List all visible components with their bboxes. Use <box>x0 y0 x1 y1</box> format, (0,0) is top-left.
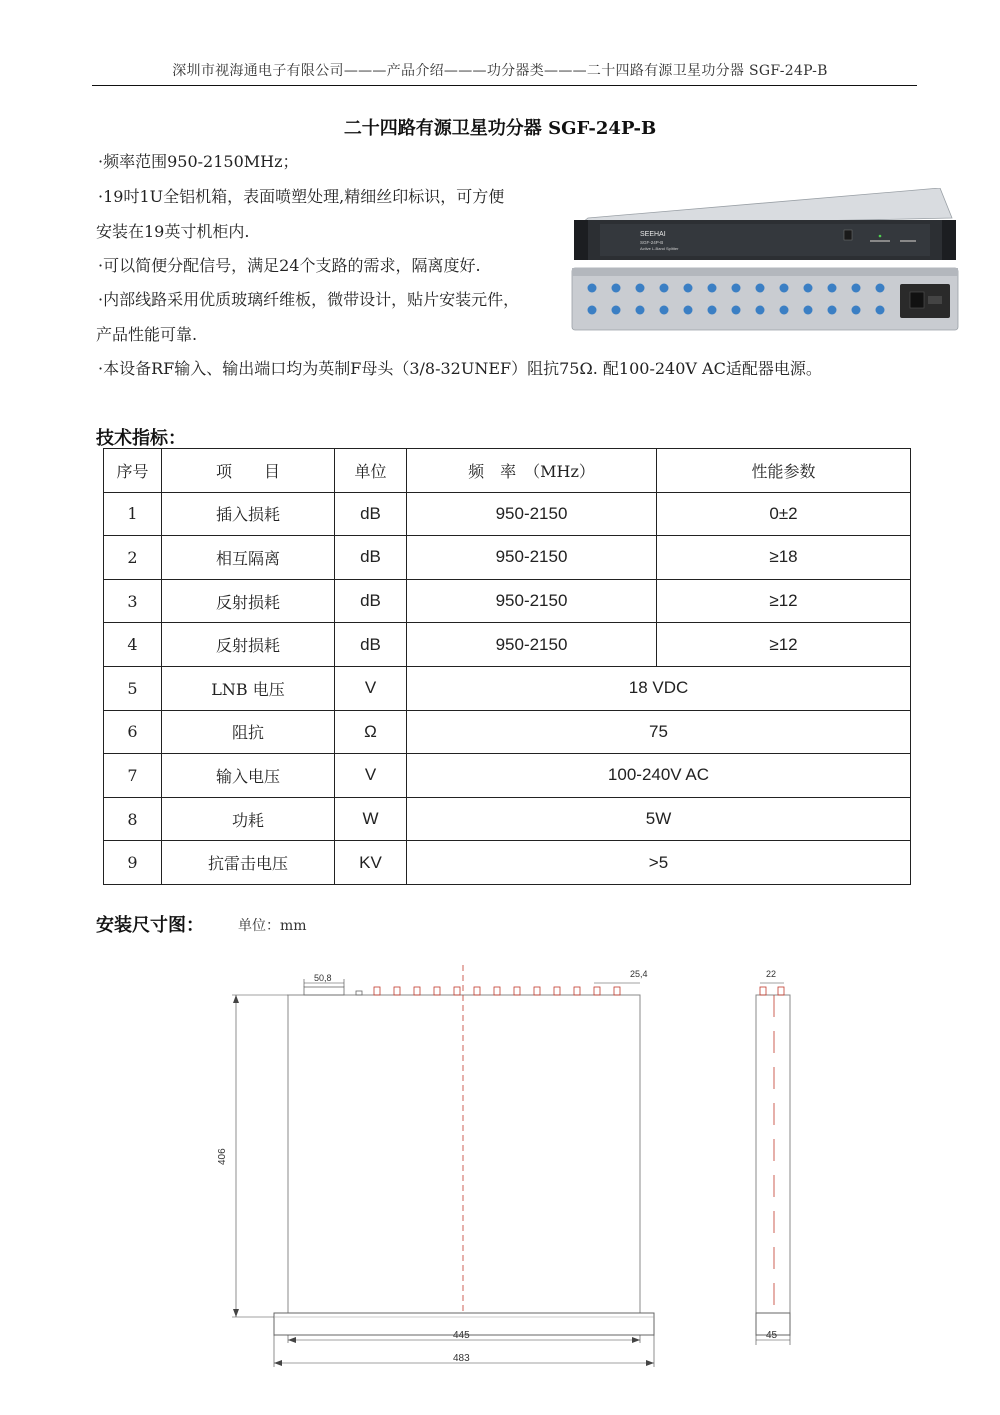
row-item: 反射损耗 <box>162 579 335 623</box>
table-row <box>104 536 911 580</box>
row-unit: Ω <box>335 710 407 754</box>
row-item: 功耗 <box>162 797 335 841</box>
dim-top-left: 50,8 <box>314 973 332 983</box>
row-freq: 950-2150 <box>407 492 657 536</box>
table-row <box>104 841 911 885</box>
column-header: 性能参数 <box>657 449 911 493</box>
row-item: 抗雷击电压 <box>162 841 335 885</box>
feature-line: ·本设备RF输入、输出端口均为英制F母头（3/8-32UNEF）阻抗75Ω. 配100-240V AC适配器电源。 <box>98 359 822 378</box>
feature-line: 安装在19英寸机柜内. <box>96 222 250 241</box>
dim-top-right: 25,4 <box>630 969 648 979</box>
product-photo-illustration <box>570 188 960 333</box>
row-value: ≥12 <box>657 579 911 623</box>
dim-side-top: 22 <box>766 969 777 979</box>
row-unit: dB <box>335 579 407 623</box>
row-value: ≥12 <box>657 623 911 667</box>
table-row <box>104 579 911 623</box>
install-heading: 安装尺寸图： <box>96 915 204 936</box>
row-item: 阻抗 <box>162 710 335 754</box>
photo-subtitle: Active L-Band Splitter <box>640 246 679 251</box>
table-row <box>104 754 911 798</box>
dim-outer-width: 483 <box>453 1353 470 1364</box>
row-item: 插入损耗 <box>162 492 335 536</box>
table-row <box>104 710 911 754</box>
column-header: 单位 <box>335 449 407 493</box>
table-row <box>104 623 911 667</box>
row-number: 6 <box>104 710 162 754</box>
row-merged-value: >5 <box>407 841 911 885</box>
feature-line: ·19吋1U全铝机箱，表面喷塑处理,精细丝印标识，可方便 <box>98 187 505 206</box>
row-number: 1 <box>104 492 162 536</box>
row-item: LNB 电压 <box>162 666 335 710</box>
row-unit: dB <box>335 623 407 667</box>
row-value: ≥18 <box>657 536 911 580</box>
row-freq: 950-2150 <box>407 579 657 623</box>
row-value: 0±2 <box>657 492 911 536</box>
row-freq: 950-2150 <box>407 623 657 667</box>
dim-side-width: 45 <box>766 1330 778 1341</box>
row-number: 4 <box>104 623 162 667</box>
spec-heading: 技术指标： <box>96 428 186 449</box>
column-header: 序号 <box>104 449 162 493</box>
install-unit: 单位：mm <box>238 918 307 934</box>
product-title: 二十四路有源卫星功分器 SGF-24P-B <box>343 118 657 139</box>
row-unit: V <box>335 666 407 710</box>
column-header: 项 目 <box>162 449 335 493</box>
feature-line: ·内部线路采用优质玻璃纤维板，微带设计，贴片安装元件， <box>98 290 520 309</box>
power-socket-icon <box>900 284 950 318</box>
photo-model: SGF-24P-B <box>640 240 664 245</box>
page-header: 深圳市视海通电子有限公司———产品介绍———功分器类———二十四路有源卫星功分器 SGF-24P-B <box>172 63 828 79</box>
feature-line: ·频率范围950-2150MHz； <box>98 152 299 171</box>
row-number: 7 <box>104 754 162 798</box>
side-view-outline <box>756 995 790 1313</box>
table-row <box>104 666 911 710</box>
row-merged-value: 100-240V AC <box>407 754 911 798</box>
spec-table <box>103 448 911 885</box>
dimension-drawing <box>180 955 820 1375</box>
table-row <box>104 797 911 841</box>
dimension-drawing-svg <box>180 955 820 1375</box>
feature-line: ·可以简便分配信号，满足24个支路的需求，隔离度好. <box>98 256 481 275</box>
row-merged-value: 18 VDC <box>407 666 911 710</box>
photo-brand: SEEHAI <box>640 231 666 238</box>
product-photo <box>570 188 960 333</box>
feature-line: 产品性能可靠. <box>96 325 198 344</box>
header-divider <box>92 85 917 86</box>
row-unit: KV <box>335 841 407 885</box>
row-number: 8 <box>104 797 162 841</box>
row-number: 5 <box>104 666 162 710</box>
row-unit: W <box>335 797 407 841</box>
row-unit: dB <box>335 536 407 580</box>
dim-height: 406 <box>217 1148 228 1165</box>
column-header: 频 率 （MHz） <box>407 449 657 493</box>
row-freq: 950-2150 <box>407 536 657 580</box>
row-unit: V <box>335 754 407 798</box>
dim-inner-width: 445 <box>453 1330 470 1341</box>
top-connectors <box>374 987 620 995</box>
row-number: 2 <box>104 536 162 580</box>
row-unit: dB <box>335 492 407 536</box>
row-number: 3 <box>104 579 162 623</box>
row-merged-value: 75 <box>407 710 911 754</box>
chassis-outline <box>288 995 640 1313</box>
row-item: 反射损耗 <box>162 623 335 667</box>
row-merged-value: 5W <box>407 797 911 841</box>
row-item: 相互隔离 <box>162 536 335 580</box>
row-number: 9 <box>104 841 162 885</box>
table-row <box>104 492 911 536</box>
row-item: 输入电压 <box>162 754 335 798</box>
table-header-row <box>104 449 911 493</box>
